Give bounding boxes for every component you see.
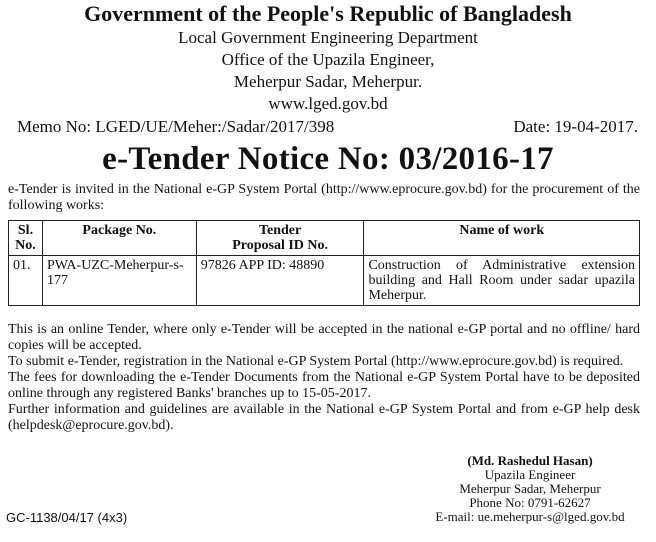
cell-package: PWA-UZC-Meherpur-s-177 — [42, 256, 196, 306]
notice-title: e-Tender Notice No: 03/2016-17 — [102, 141, 554, 177]
department-name: Local Government Engineering Department — [178, 28, 478, 47]
signature-block — [420, 454, 640, 524]
intro-text: e-Tender is invited in the National e-GP System Portal (http://www.eprocure.gov.bd) for the procurement of the following works: — [8, 182, 640, 213]
works-table — [8, 220, 640, 306]
gc-code: GC-1138/04/17 (4x3) — [6, 510, 128, 525]
paragraph-registration: To submit e-Tender, registration in the National e-GP System Portal (http://www.eprocure.gov.bd) is required. — [8, 354, 624, 369]
office-name: Office of the Upazila Engineer, — [221, 50, 435, 69]
header-tender-line2: Proposal ID No. — [232, 238, 329, 253]
header-sl-line2: No. — [15, 238, 36, 253]
signatory-phone: Phone No: 0791-62627 — [469, 495, 591, 510]
signatory-title: Upazila Engineer — [484, 467, 576, 482]
header-tender-id — [196, 221, 364, 256]
website-link[interactable]: www.lged.gov.bd — [268, 94, 388, 113]
memo-number: Memo No: LGED/UE/Meher:/Sadar/2017/398 — [17, 117, 335, 136]
table-header-row — [9, 221, 640, 256]
signatory-place: Meherpur Sadar, Meherpur — [459, 481, 601, 496]
header-work: Name of work — [364, 221, 640, 256]
notice-body — [8, 322, 640, 434]
header-sl-line1: Sl. — [17, 223, 34, 238]
table-row — [9, 256, 640, 306]
signatory-name: (Md. Rashedul Hasan) — [467, 453, 593, 468]
government-title: Government of the People's Republic of Bangladesh — [84, 1, 572, 26]
notice-date: Date: 19-04-2017. — [513, 117, 638, 136]
cell-tender-id: 97826 APP ID: 48890 — [196, 256, 364, 306]
paragraph-online-tender: This is an online Tender, where only e-Tender will be accepted in the national e-GP portal and no offline/ hard copies will be accepted. — [8, 322, 640, 353]
office-address: Meherpur Sadar, Meherpur. — [233, 72, 423, 91]
signatory-email: E-mail: ue.meherpur-s@lged.gov.bd — [435, 509, 625, 524]
paragraph-further-info: Further information and guidelines are available in the National e-GP System Portal and from e-GP help desk (helpdesk@eprocure.gov.bd). — [8, 402, 640, 433]
header-tender-line1: Tender — [258, 223, 302, 238]
paragraph-fees: The fees for downloading the e-Tender Documents from the National e-GP System Portal have to be deposited online through any registered Banks' branches up to 15-05-2017. — [8, 370, 640, 401]
header-sl — [9, 221, 43, 256]
cell-sl: 01. — [9, 256, 43, 306]
cell-work: Construction of Administrative extension building and Hall Room under sadar upazila Meherpur. — [364, 256, 640, 306]
header-package: Package No. — [42, 221, 196, 256]
